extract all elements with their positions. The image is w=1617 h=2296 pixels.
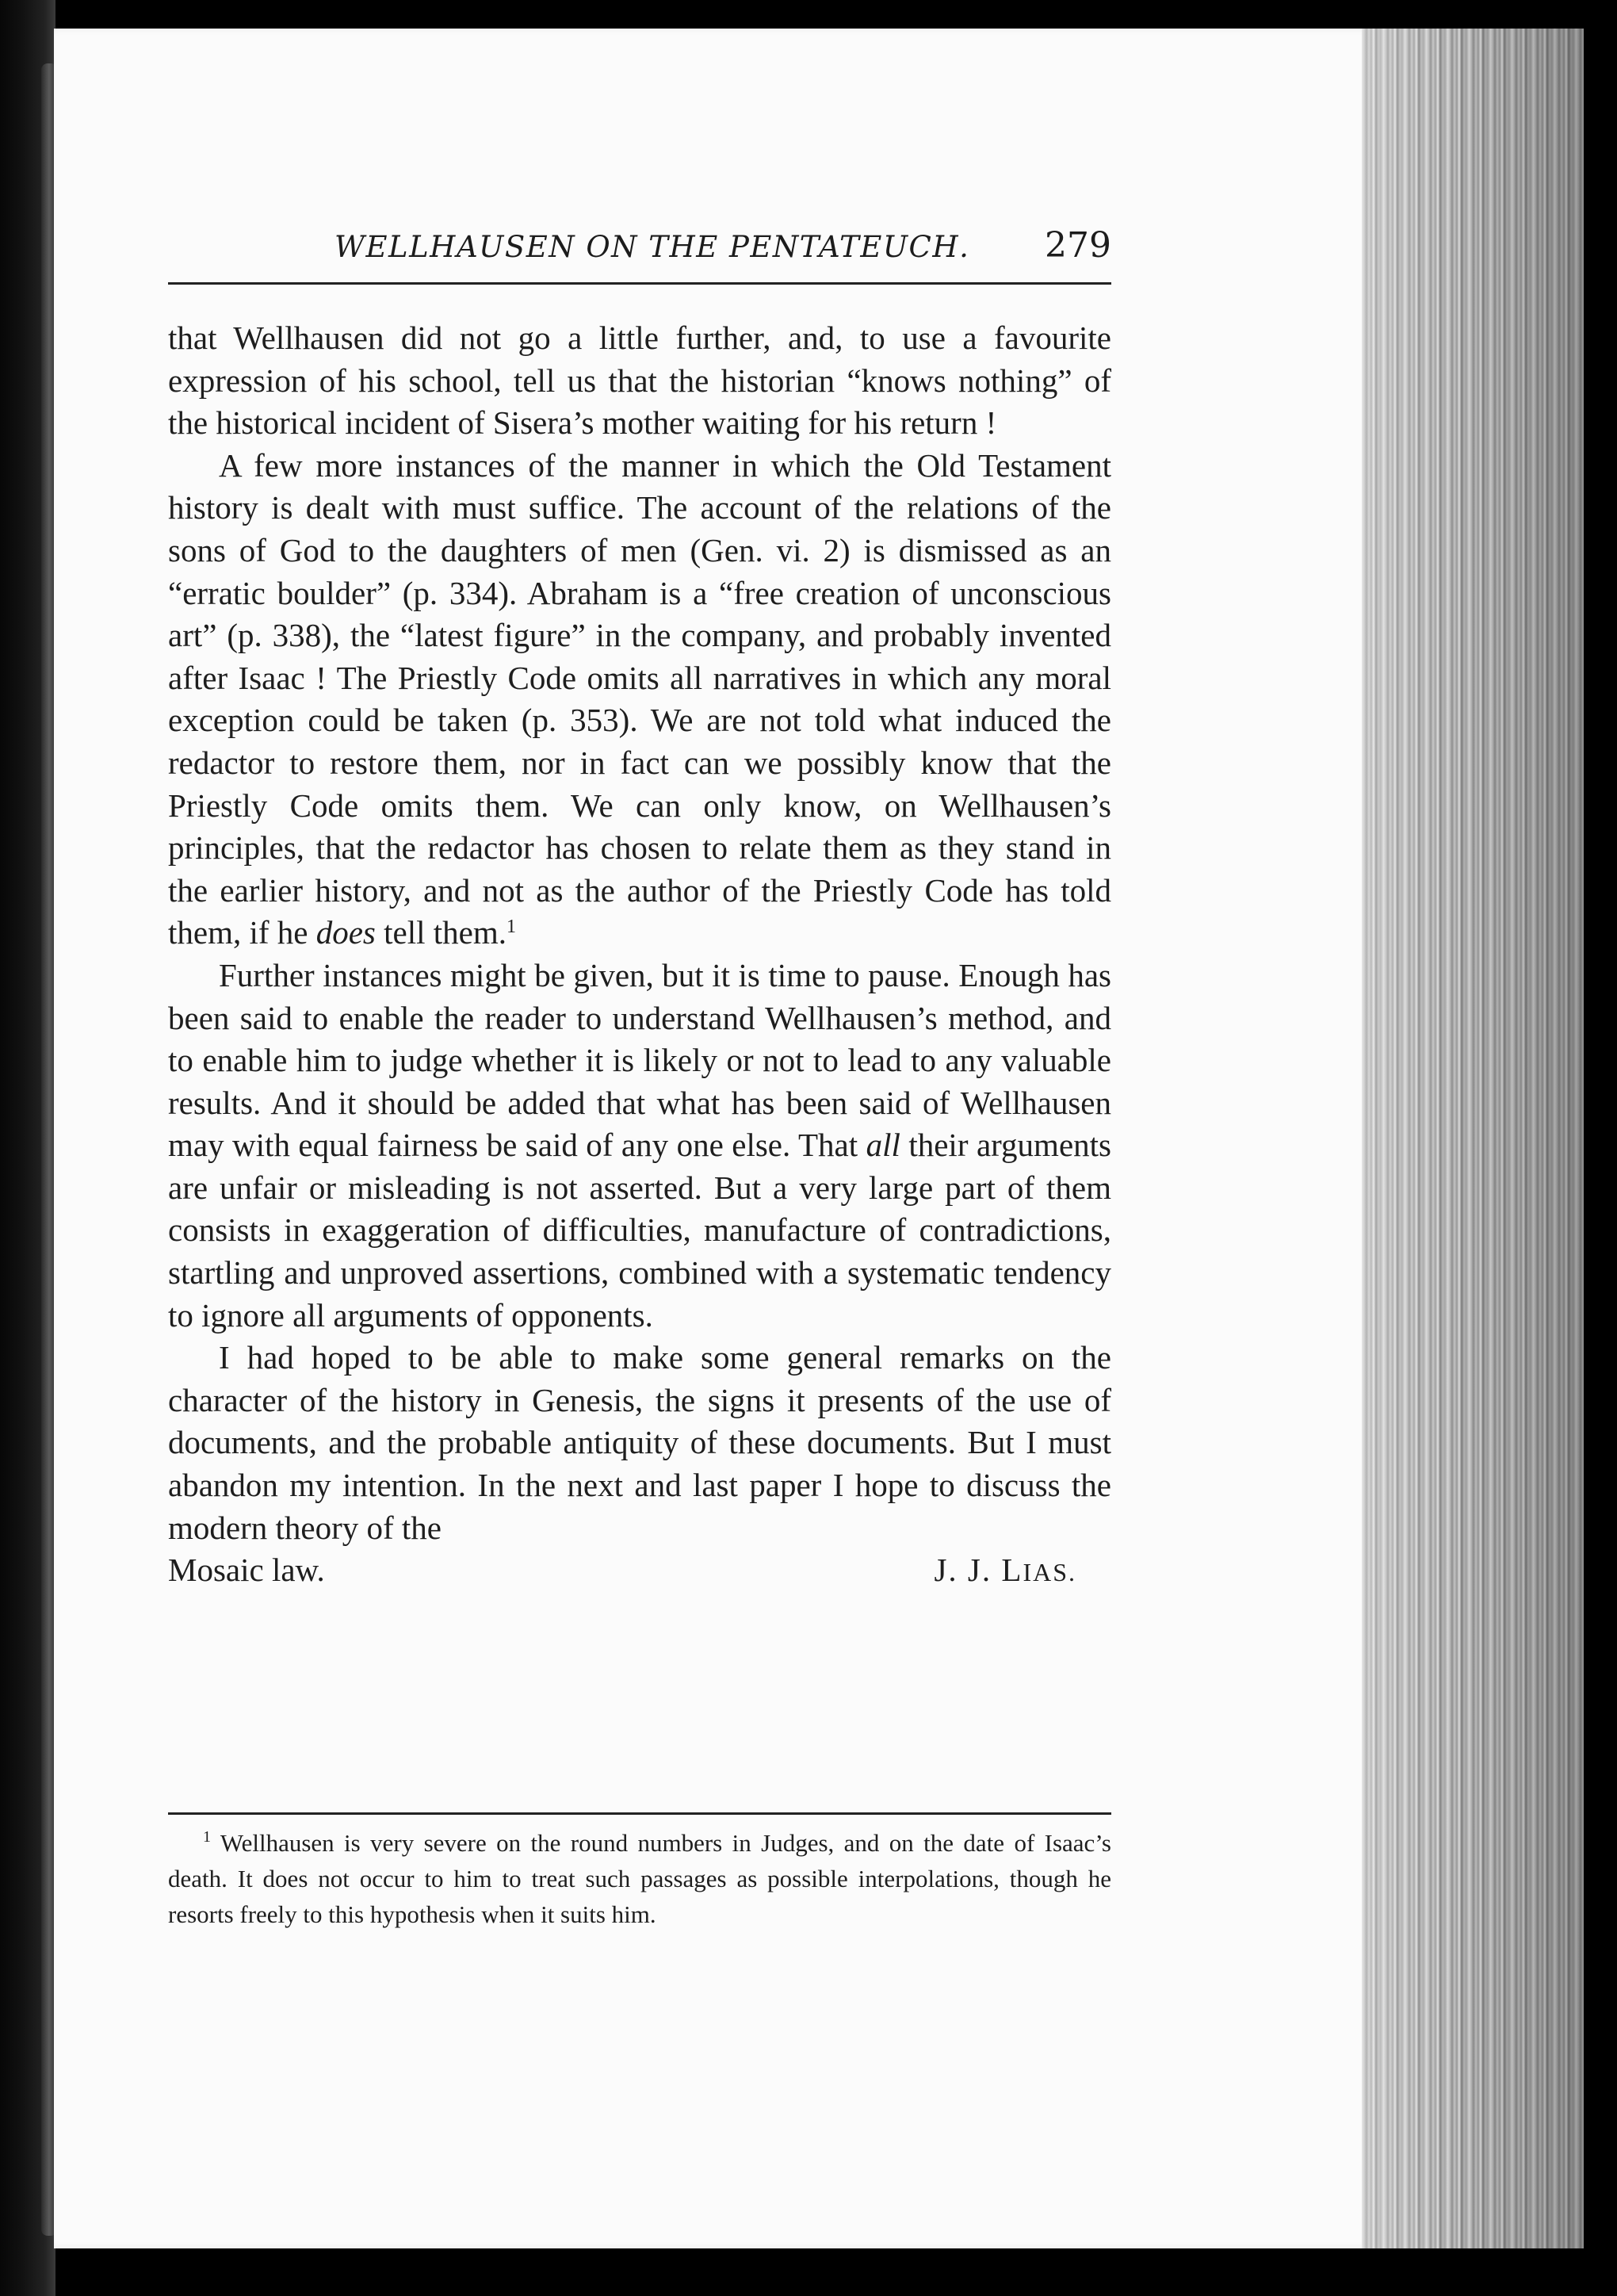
footnote-marker: 1 <box>203 1828 211 1846</box>
stacked-page-edges <box>1362 29 1584 2248</box>
paragraph-3-end: their arguments are unfair or misleading is not asserted. But a very large part of them consists in exaggeration of difficulties, manufacture of contradictions, startling and unproved assertions, combined with a systematic tendency to ignore all arguments of opponents. <box>168 1127 1111 1334</box>
body-text <box>168 317 1111 1594</box>
page-number: 279 <box>1045 225 1111 266</box>
paragraph-3 <box>168 955 1111 1337</box>
paragraph-2 <box>168 445 1111 955</box>
paragraph-4: I had hoped to be able to make some general remarks on the character of the history in Genesis, the signs it presents of the use of documents, and the probable antiquity of these documents. But I must abandon my intention. In the next and last paper I hope to discuss the modern theory of the <box>168 1339 1111 1546</box>
closing-line <box>168 1549 1111 1594</box>
footnote-reference: 1 <box>507 916 516 938</box>
footnote-rule <box>168 1812 1111 1815</box>
paragraph-1: that Wellhausen did not go a little further, and, to use a favourite expression of his school, tell us that the historian “knows nothing” of the historical incident of Sisera’s mother waiting for his return ! <box>168 320 1111 442</box>
scan-right-border <box>1584 0 1617 2296</box>
footnote-text: Wellhausen is very severe on the round numbers in Judges, and on the date of Isaac’s death. It does not occur to him to treat such passages as possible interpolations, though he resorts freely to this hypothesis when it suits him. <box>168 1829 1111 1928</box>
running-head <box>168 225 1111 277</box>
footnote <box>168 1825 1111 1932</box>
paragraph-4-last: Mosaic law. <box>168 1552 325 1589</box>
paragraph-3-text: Further instances might be given, but it is time to pause. Enough has been said to enable the reader to understand Wellhausen’s method, and to enable him to judge whether it is likely or not to lead to any valuable results. And it should be added that what has been said of Wellhausen may with equal fairness be said of any one else. That <box>168 956 1111 1164</box>
paragraph-2-italic: does <box>315 914 376 951</box>
paragraph-2-text: A few more instances of the manner in which the Old Testament history is dealt with must suffice. The account of the relations of the sons of God to the daughters of men (Gen. vi. 2) is dismissed as an “erratic boulder” (p. 334). Abraham is a “free creation of unconscious art” (p. 338), the “latest figure” in the company, and probably invented after Isaac ! The Priestly Code omits all narratives in which any moral exception could be taken (p. 353). We are not told what induced the redactor to restore them, nor in fact can we possibly know that the Priestly Code omits them. We can only know, on Wellhausen’s principles, that the redactor has chosen to relate them as they stand in the earlier history, and not as the author of the Priestly Code has told them, if he <box>168 446 1111 951</box>
footnote-paragraph <box>168 1825 1111 1932</box>
signature-initials: J. J. L <box>934 1552 1023 1589</box>
paragraph-2-end: tell them. <box>375 914 507 951</box>
signature-small-caps: IAS. <box>1023 1558 1076 1587</box>
header-rule <box>168 282 1111 285</box>
paragraph-3-italic: all <box>866 1127 900 1164</box>
running-title: WELLHAUSEN ON THE PENTATEUCH. <box>334 230 970 264</box>
author-signature <box>934 1549 1076 1594</box>
